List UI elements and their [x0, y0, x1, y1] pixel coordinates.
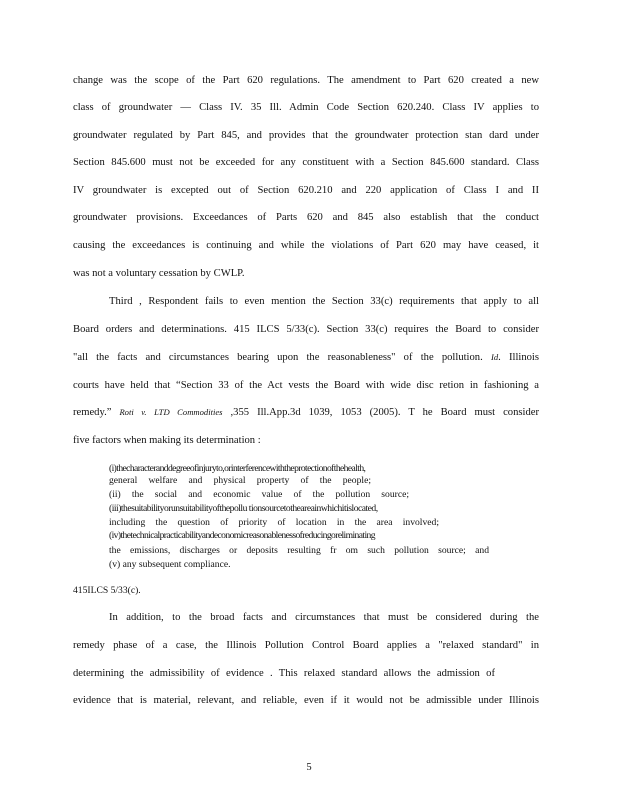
paragraph-1-line: change was the scope of the Part 620 regulations. The amendment to Part 620 created a new — [73, 75, 539, 86]
paragraph-1-line: class of groundwater — Class IV. 35 Ill. Admin Code Section 620.240. Class IV applies to — [73, 102, 539, 113]
paragraph-1-line: was not a voluntary cessation by CWLP. — [73, 268, 245, 279]
case-name: Roti v. LTD Commodities — [119, 407, 223, 417]
quote-line: (ii) the social and economic value of the pollution source; — [109, 489, 409, 500]
paragraph-1-line: causing the exceedances is continuing and while the violations of Part 620 may have ceased, it — [73, 240, 539, 251]
paragraph-3-line: remedy phase of a case, the Illinois Pollution Control Board applies a "relaxed standard" in — [73, 640, 539, 651]
paragraph-2-line — [73, 351, 539, 364]
paragraph-1-line: IV groundwater is excepted out of Section 620.210 and 220 application of Class I and II — [73, 185, 539, 196]
quote-line: (iv)thetechnicalpracticabilityandeconomicreasonablenessofreducingoreliminating — [109, 530, 375, 541]
paragraph-2-line: five factors when making its determination : — [73, 435, 261, 446]
quote-line: general welfare and physical property of the people; — [109, 475, 371, 486]
paragraph-2-text: remedy.” — [73, 407, 112, 418]
paragraph-2-line: Board orders and determinations. 415 ILCS 5/33(c). Section 33(c) requires the Board to consider — [73, 324, 539, 335]
quote-line: including the question of priority of location in the area involved; — [109, 517, 439, 528]
paragraph-3-line: determining the admissibility of evidence . This relaxed standard allows the admission of — [73, 668, 495, 679]
id-citation: Id — [490, 352, 499, 362]
paragraph-3-line: In addition, to the broad facts and circumstances that must be considered during the — [109, 612, 539, 623]
quote-line: (iii)thesuitabilityorunsuitabilityofthepollu tionsourcetotheareainwhichitislocated, — [109, 503, 378, 514]
paragraph-2-text: . Illinois — [498, 352, 539, 363]
paragraph-1-line: Section 845.600 must not be exceeded for any constituent with a Section 845.600 standard. Class — [73, 157, 539, 168]
paragraph-1-line: groundwater provisions. Exceedances of Parts 620 and 845 also establish that the conduct — [73, 212, 539, 223]
paragraph-1-line: groundwater regulated by Part 845, and provides that the groundwater protection stan dard under — [73, 130, 539, 141]
page-number: 5 — [306, 762, 312, 773]
paragraph-2-line: courts have held that “Section 33 of the Act vests the Board with wide disc retion in fashioning a — [73, 380, 539, 391]
paragraph-2-line: Third , Respondent fails to even mention the Section 33(c) requirements that apply to all — [109, 296, 539, 307]
quote-line: (v) any subsequent compliance. — [109, 559, 231, 570]
paragraph-2-text: ,355 Ill.App.3d 1039, 1053 (2005). T he Board must consider — [230, 407, 539, 418]
paragraph-2-line — [73, 406, 539, 419]
statute-citation: 415ILCS 5/33(c). — [73, 585, 141, 596]
quote-line: the emissions, discharges or deposits resulting fr om such pollution source; and — [109, 545, 489, 556]
paragraph-3-line: evidence that is material, relevant, and reliable, even if it would not be admissible under Illinois — [73, 695, 539, 706]
quote-line: (i)thecharacteranddegreeofinjuryto,orinterferencewiththeprotectionofthehealth, — [109, 463, 366, 474]
paragraph-2-text: "all the facts and circumstances bearing upon the reasonableness" of the pollution. — [73, 352, 483, 363]
